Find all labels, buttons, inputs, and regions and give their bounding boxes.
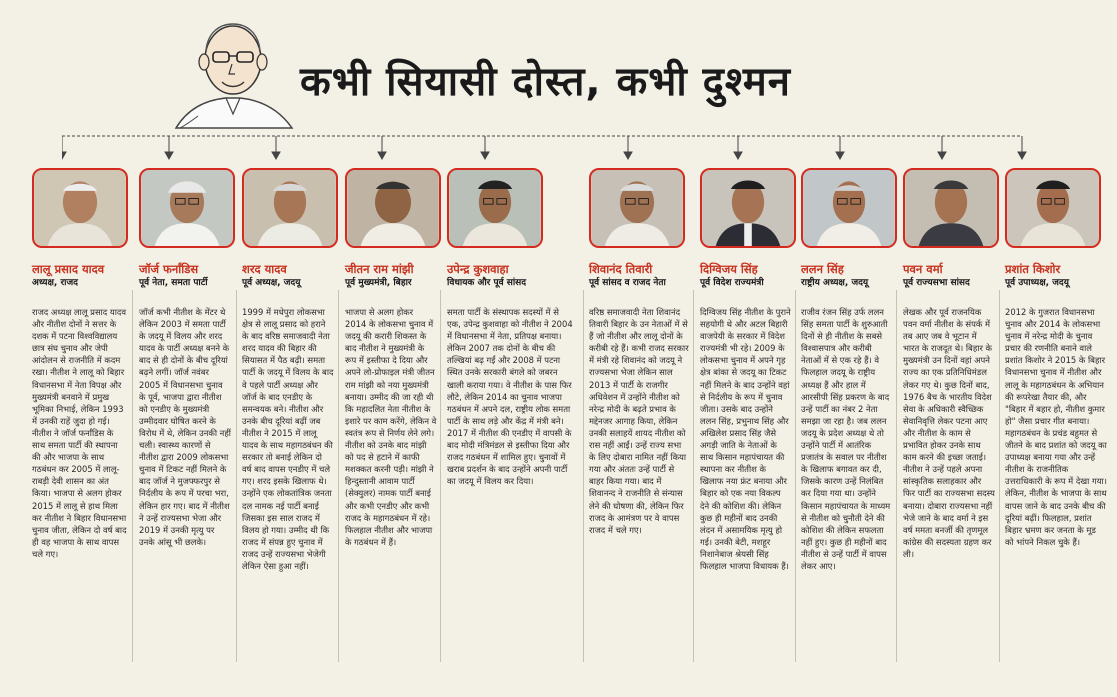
person-bio: दिग्विजय सिंह नीतीश के पुराने सहयोगी थे और अटल बिहारी वाजपेयी के सरकार में विदेश राज्यमंत्री भी रहे। 2009 के लोकसभा चुनाव में अपने गृह क्षेत्र बांका से जदयू का टिकट नहीं मिलने के बाद उन्होंने वहां से निर्दलीय के रूप में चुनाव जीता। उसके बाद उन्होंने ललन सिंह, प्रभुनाथ सिंह और अखिलेश प्रसाद सिंह जैसे अगड़ी जाति के नेताओं के साथ किसान महापंचायत की स्थापना कर नीतीश के खिलाफ नया फ्रंट बनाया और बिहार को एक नया विकल्प देने की कोशिश की। लेकिन कुछ ही महीनों बाद उनकी लंदन में असामयिक मृत्यु हो गई। उनकी बेटी, मशहूर निशानेबाज श्रेयसी सिंह फिलहाल भाजपा विधायक हैं।: [700, 307, 791, 571]
person-role: पूर्व विदेश राज्यमंत्री: [700, 278, 764, 288]
column-divider: [693, 290, 694, 662]
person-bio: भाजपा से अलग होकर 2014 के लोकसभा चुनाव में जदयू की करारी शिकस्त के बाद नीतीश ने मुख्यमंत्री के रूप में इस्तीफा दे दिया और अपने लो-प्रोफाइल मंत्री जीतन राम मांझी को नया मुख्यमंत्री बनाया। उम्मीद की जा रही थी कि महादलित नेता नीतीश के इशारे पर काम करेंगे, लेकिन वे स्वतंत्र रूप से निर्णय लेने लगे। नीतीश को उनके बाद मांझी को पद से हटाने में काफी मशक्कत करनी पड़ी। मांझी ने हिन्दुस्तानी आवाम पार्टी (सेक्युलर) नामक पार्टी बनाई और कभी एनडीए और कभी राजद के महागठबंधन में रहे। फिलहाल नीतीश और भाजपा के गठबंधन में हैं।: [345, 307, 437, 547]
person-role: पूर्व अध्यक्ष, जदयू: [242, 278, 301, 288]
profile-header-2: [242, 262, 300, 290]
person-bio: समता पार्टी के संस्थापक सदस्यों में से एक, उपेन्द्र कुशवाहा को नीतीश ने 2004 में विधानसभा में नेता, प्रतिपक्ष बनाया। लेकिन 2007 तक दोनों के बीच की तल्खियां बढ़ गईं और 2008 में पटना स्थित उनके सरकारी बंगले को जबरन खाली कराया गया। वे नीतीश के पास फिर लौटे, लेकिन 2014 का चुनाव भाजपा गठबंधन में अपने दल, राष्ट्रीय लोक समता पार्टी के साथ लड़े और केंद्र में मंत्री बने। 2017 में नीतीश की एनडीए में वापसी के बाद मोदी मंत्रिमंडल से इस्तीफा दिया और राजद गठबंधन में शामिल हुए। चुनावों में खराब प्रदर्शन के बाद उन्होंने अपनी पार्टी का जदयू में विलय कर दिया।: [447, 307, 573, 487]
profile-header-5: [589, 262, 666, 290]
person-name: जॉर्ज फर्नांडिस: [139, 262, 199, 276]
portrait-lalu: [32, 168, 128, 248]
person-name: लालू प्रसाद यादव: [32, 262, 105, 276]
profile-header-1: [139, 262, 208, 290]
person-role: पूर्व उपाध्यक्ष, जदयू: [1005, 278, 1069, 288]
person-name: जीतन राम मांझी: [345, 262, 414, 276]
person-role: पूर्व राज्यसभा सांसद: [903, 278, 970, 288]
person-name: उपेन्द्र कुशवाहा: [447, 262, 509, 276]
person-name: प्रशांत किशोर: [1005, 262, 1061, 276]
column-divider: [896, 290, 897, 662]
portrait-manjhi: [345, 168, 441, 248]
person-bio: जॉर्ज कभी नीतीश के मेंटर थे लेकिन 2003 में समता पार्टी के जदयू में विलय और शरद यादव के पार्टी अध्यक्ष बनने के बाद से ही दोनों के बीच दूरियां बढ़ने लगीं। जॉर्ज नवंबर 2005 में विधानसभा चुनाव के पूर्व, भाजपा द्वारा नीतीश को एनडीए के मुख्यमंत्री उम्मीदवार घोषित करने के विरोध में थे, लेकिन उनकी नहीं चली। स्वास्थ्य कारणों से नीतीश द्वारा 2009 लोकसभा चुनाव में टिकट नहीं मिलने के बाद जॉर्ज ने मुजफ्फरपुर से निर्दलीय के रूप में परचा भरा, लेकिन हार गए। बाद में नीतीश ने उन्हें राज्यसभा भेजा और 2019 में उनकी मृत्यु पर उनके आंसू भी छलके।: [139, 307, 231, 547]
person-role: पूर्व सांसद व राजद नेता: [589, 278, 666, 288]
person-bio: 2012 के गुजरात विधानसभा चुनाव और 2014 के लोकसभा चुनाव में नरेन्द्र मोदी के चुनाव प्रचार की रणनीति बनाने वाले प्रशांत किशोर ने 2015 के बिहार विधानसभा चुनाव में नीतीश और लालू के महागठबंधन के अभियान की रूपरेखा तैयार की, और "बिहार में बहार हो, नीतीश कुमार हो" जैसा प्रचार गीत बनाया। महागठबंधन के प्रचंड बहुमत से जीतने के बाद प्रशांत को जदयू का उपाध्यक्ष बनाया गया और उन्हें नीतीश के राजनीतिक उत्तराधिकारी के रूप में देखा गया। लेकिन, नीतीश के भाजपा के साथ वापस जाने के बाद उनके बीच की दूरियां बढ़ीं। फिलहाल, प्रशांत बिहार भ्रमण कर जनता के मूड को भांपने निकल चुके हैं।: [1005, 307, 1107, 547]
person-bio: लेखक और पूर्व राजनयिक पवन वर्मा नीतीश के संपर्क में तब आए जब वे भूटान में भारत के राजदूत थे। बिहार के मुख्यमंत्री उन दिनों वहां अपने राज्य का एक प्रतिनिधिमंडल लेकर गए थे। कुछ दिनों बाद, 1976 बैच के भारतीय विदेश सेवा के अधिकारी स्वैच्छिक सेवानिवृत्ति लेकर पटना आए और नीतीश के काम से प्रभावित होकर उनके साथ काम करने की इच्छा जताई। नीतीश ने उन्हें पहले अपना सांस्कृतिक सलाहकार और फिर पार्टी का राज्यसभा सदस्य बनाया। दोबारा राज्यसभा नहीं भेजे जाने के बाद वर्मा ने इस वर्ष ममता बनर्जी की तृणमूल कांग्रेस की सदस्यता ग्रहण कर ली।: [903, 307, 995, 559]
headline-title: कभी सियासी दोस्त, कभी दुश्मन: [300, 59, 791, 105]
person-role: अध्यक्ष, राजद: [32, 278, 78, 288]
person-role: विधायक और पूर्व सांसद: [447, 278, 527, 288]
profile-header-7: [801, 262, 868, 290]
portrait-lalan: [801, 168, 897, 248]
person-name: ललन सिंह: [801, 262, 844, 276]
column-divider: [338, 290, 339, 662]
person-name: शरद यादव: [242, 262, 287, 276]
portrait-sharad: [242, 168, 338, 248]
profile-header-4: [447, 262, 526, 290]
portrait-kushwaha: [447, 168, 543, 248]
column-divider: [440, 290, 441, 662]
person-bio: राजीव रंजन सिंह उर्फ ललन सिंह समता पार्टी के शुरुआती दिनों से ही नीतीश के सबसे विश्वासपात्र और करीबी नेताओं में से एक रहे हैं। वे फिलहाल जदयू के राष्ट्रीय अध्यक्ष हैं और हाल में आरसीपी सिंह प्रकरण के बाद उन्हें पार्टी का नंबर 2 नेता समझा जा रहा है। जब ललन जदयू के प्रदेश अध्यक्ष थे तो उन्होंने पार्टी में आतंरिक प्रजातंत्र के सवाल पर नीतीश के खिलाफ बगावत कर दी, जिसके कारण उन्हें निलंबित कर दिया गया था। उन्होंने किसान महापंचायत के माध्यम से नीतीश को चुनौती देने की कोशिश की लेकिन सफलता नहीं हुए। कुछ ही महीनों बाद नीतीश से उन्हें पार्टी में वापस लेकर आए।: [801, 307, 891, 571]
column-divider: [999, 290, 1000, 662]
person-bio: 1999 में मधेपुरा लोकसभा क्षेत्र से लालू प्रसाद को हराने के बाद वरिष्ठ समाजवादी नेता शरद यादव की बिहार की सियासत में पैठ बढ़ी। समता पार्टी के जदयू में विलय के बाद वे पहले पार्टी अध्यक्ष और जॉर्ज के बाद एनडीए के समन्वयक बने। नीतीश और उनके बीच दूरियां बढ़ीं जब नीतीश ने 2015 में लालू यादव के साथ महागठबंधन की सरकार तो बनाई लेकिन दो वर्ष बाद वापस एनडीए में चले गए। शरद इसके खिलाफ थे। उन्होंने एक लोकतांत्रिक जनता दल नामक नई पार्टी बनाई जिसका इस साल राजद में विलय हो गया। उम्मीद थी कि राजद में संपन्न हुए चुनाव में राजद उन्हें राज्यसभा भेजेगी लेकिन ऐसा हुआ नहीं।: [242, 307, 334, 571]
column-divider: [236, 290, 237, 662]
person-name: शिवानंद तिवारी: [589, 262, 653, 276]
person-name: पवन वर्मा: [903, 262, 943, 276]
connector-lines: [62, 134, 1042, 162]
profile-header-0: [32, 262, 104, 290]
portrait-shivanand: [589, 168, 685, 248]
profile-header-3: [345, 262, 414, 290]
portrait-prashant: [1005, 168, 1101, 248]
person-role: पूर्व मुख्यमंत्री, बिहार: [345, 278, 412, 288]
person-role: पूर्व नेता, समता पार्टी: [139, 278, 208, 288]
column-divider: [795, 290, 796, 662]
person-bio: राजद अध्यक्ष लालू प्रसाद यादव और नीतीश दोनों ने सत्तर के दशक में पटना विश्वविद्यालय छात्र संघ चुनाव और जेपी आंदोलन से राजनीति में कदम रखा। नीतीश ने लालू को बिहार विधानसभा में नेता विपक्ष और मुख्यमंत्री बनवाने में प्रमुख भूमिका निभाई, लेकिन 1993 में उनकी राहें जुदा हो गई। नीतीश ने जॉर्ज फर्नांडिस के साथ समता पार्टी की स्थापना की और भाजपा के साथ गठबंधन कर 2005 में लालू-राबड़ी देवी शासन का अंत किया। भाजपा से अलग होकर 2015 में लालू से हाथ मिला कर नीतीश ने बिहार विधानसभा चुनाव जीता, लेकिन दो वर्ष बाद ही वह भाजपा के साथ वापस चले गए।: [32, 307, 127, 559]
profile-header-9: [1005, 262, 1069, 290]
portrait-pavan: [903, 168, 999, 248]
person-role: राष्ट्रीय अध्यक्ष, जदयू: [801, 278, 869, 288]
portrait-george: [139, 168, 235, 248]
column-divider: [583, 290, 584, 662]
person-name: दिग्विजय सिंह: [700, 262, 758, 276]
profile-header-6: [700, 262, 764, 290]
caricature-illustration: [168, 10, 298, 130]
person-bio: वरिष्ठ समाजवादी नेता शिवानंद तिवारी बिहार के उन नेताओं में से हैं जो नीतीश और लालू दोनों के करीबी रहे हैं। कभी राजद सरकार में मंत्री रहे शिवानंद को जदयू ने राज्यसभा भेजा लेकिन साल 2013 में पार्टी के राजगीर अधिवेशन में उन्होंने नीतीश को नरेन्द्र मोदी के बढ़ते प्रभाव के मद्देनजर आगाह किया, लेकिन उनकी सलाहयें शायद नीतीश को रास नहीं आईं। उन्हें राज्य सभा के लिए दोबारा नामित नहीं किया गया और अंततः उन्हें पार्टी से बाहर किया गया। बाद में शिवानन्द ने राजनीति से संन्यास लेने की घोषणा की, लेकिन फिर राजद के आमंत्रण पर वे वापस राजद में चले गए।: [589, 307, 689, 535]
profile-header-8: [903, 262, 970, 290]
column-divider: [132, 290, 133, 662]
portrait-digvijay: [700, 168, 796, 248]
